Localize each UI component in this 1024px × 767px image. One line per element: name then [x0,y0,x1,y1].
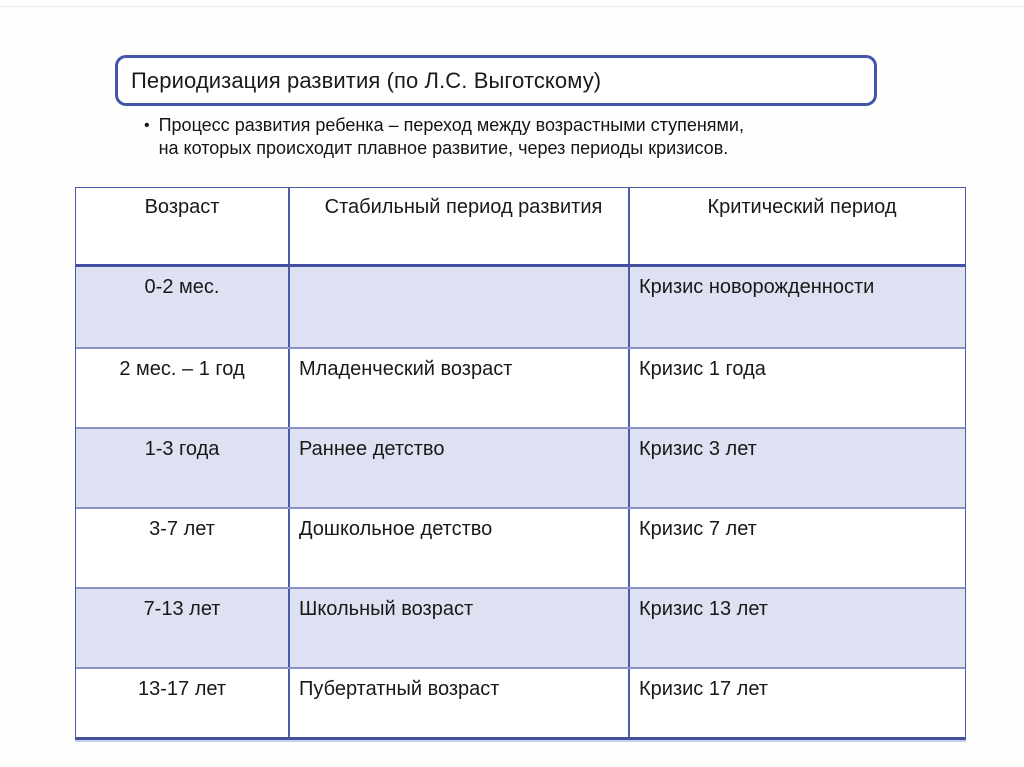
cell-age: 3-7 лет [149,518,215,540]
cell-critical-period: Кризис новорожденности [628,267,965,347]
table-header-row [76,188,965,267]
cell-age: 0-2 мес. [144,276,220,298]
development-periods-table [75,187,966,740]
cell-critical-period: Кризис 13 лет [628,589,965,667]
cell-stable-period [288,267,628,347]
cell-critical-period: Кризис 17 лет [628,669,965,737]
page-top-divider [0,6,1024,7]
bullet-line-1: Процесс развития ребенка – переход между возрастными ступенями, [158,115,744,135]
bullet-line-2: на которых происходит плавное развитие, через периоды кризисов. [158,138,729,158]
cell-critical-period: Кризис 3 лет [628,429,965,507]
cell-critical-period: Кризис 7 лет [628,509,965,587]
cell-stable-period: Пубертатный возраст [288,669,628,737]
bullet-text [159,114,744,160]
table-row [76,507,965,587]
bullet-item [144,114,744,160]
slide-title-box [115,55,877,106]
cell-stable-period: Раннее детство [288,429,628,507]
slide-title: Периодизация развития (по Л.С. Выготскому) [131,67,602,93]
cell-age: 7-13 лет [143,598,221,620]
header-cell-age: Возраст [144,196,220,218]
cell-age: 1-3 года [144,438,220,460]
cell-age: 13-17 лет [138,678,226,700]
cell-stable-period: Школьный возраст [288,589,628,667]
header-cell-critical-period: Критический период [628,188,965,264]
table-row [76,347,965,427]
cell-age: 2 мес. – 1 год [119,358,245,380]
table-row [76,587,965,667]
table-row [76,267,965,347]
cell-critical-period: Кризис 1 года [628,349,965,427]
cell-stable-period: Дошкольное детство [288,509,628,587]
cell-stable-period: Младенческий возраст [288,349,628,427]
table-row [76,667,965,737]
table-row [76,427,965,507]
header-cell-stable-period: Стабильный период развития [288,188,628,264]
bullet-icon: • [144,117,150,134]
